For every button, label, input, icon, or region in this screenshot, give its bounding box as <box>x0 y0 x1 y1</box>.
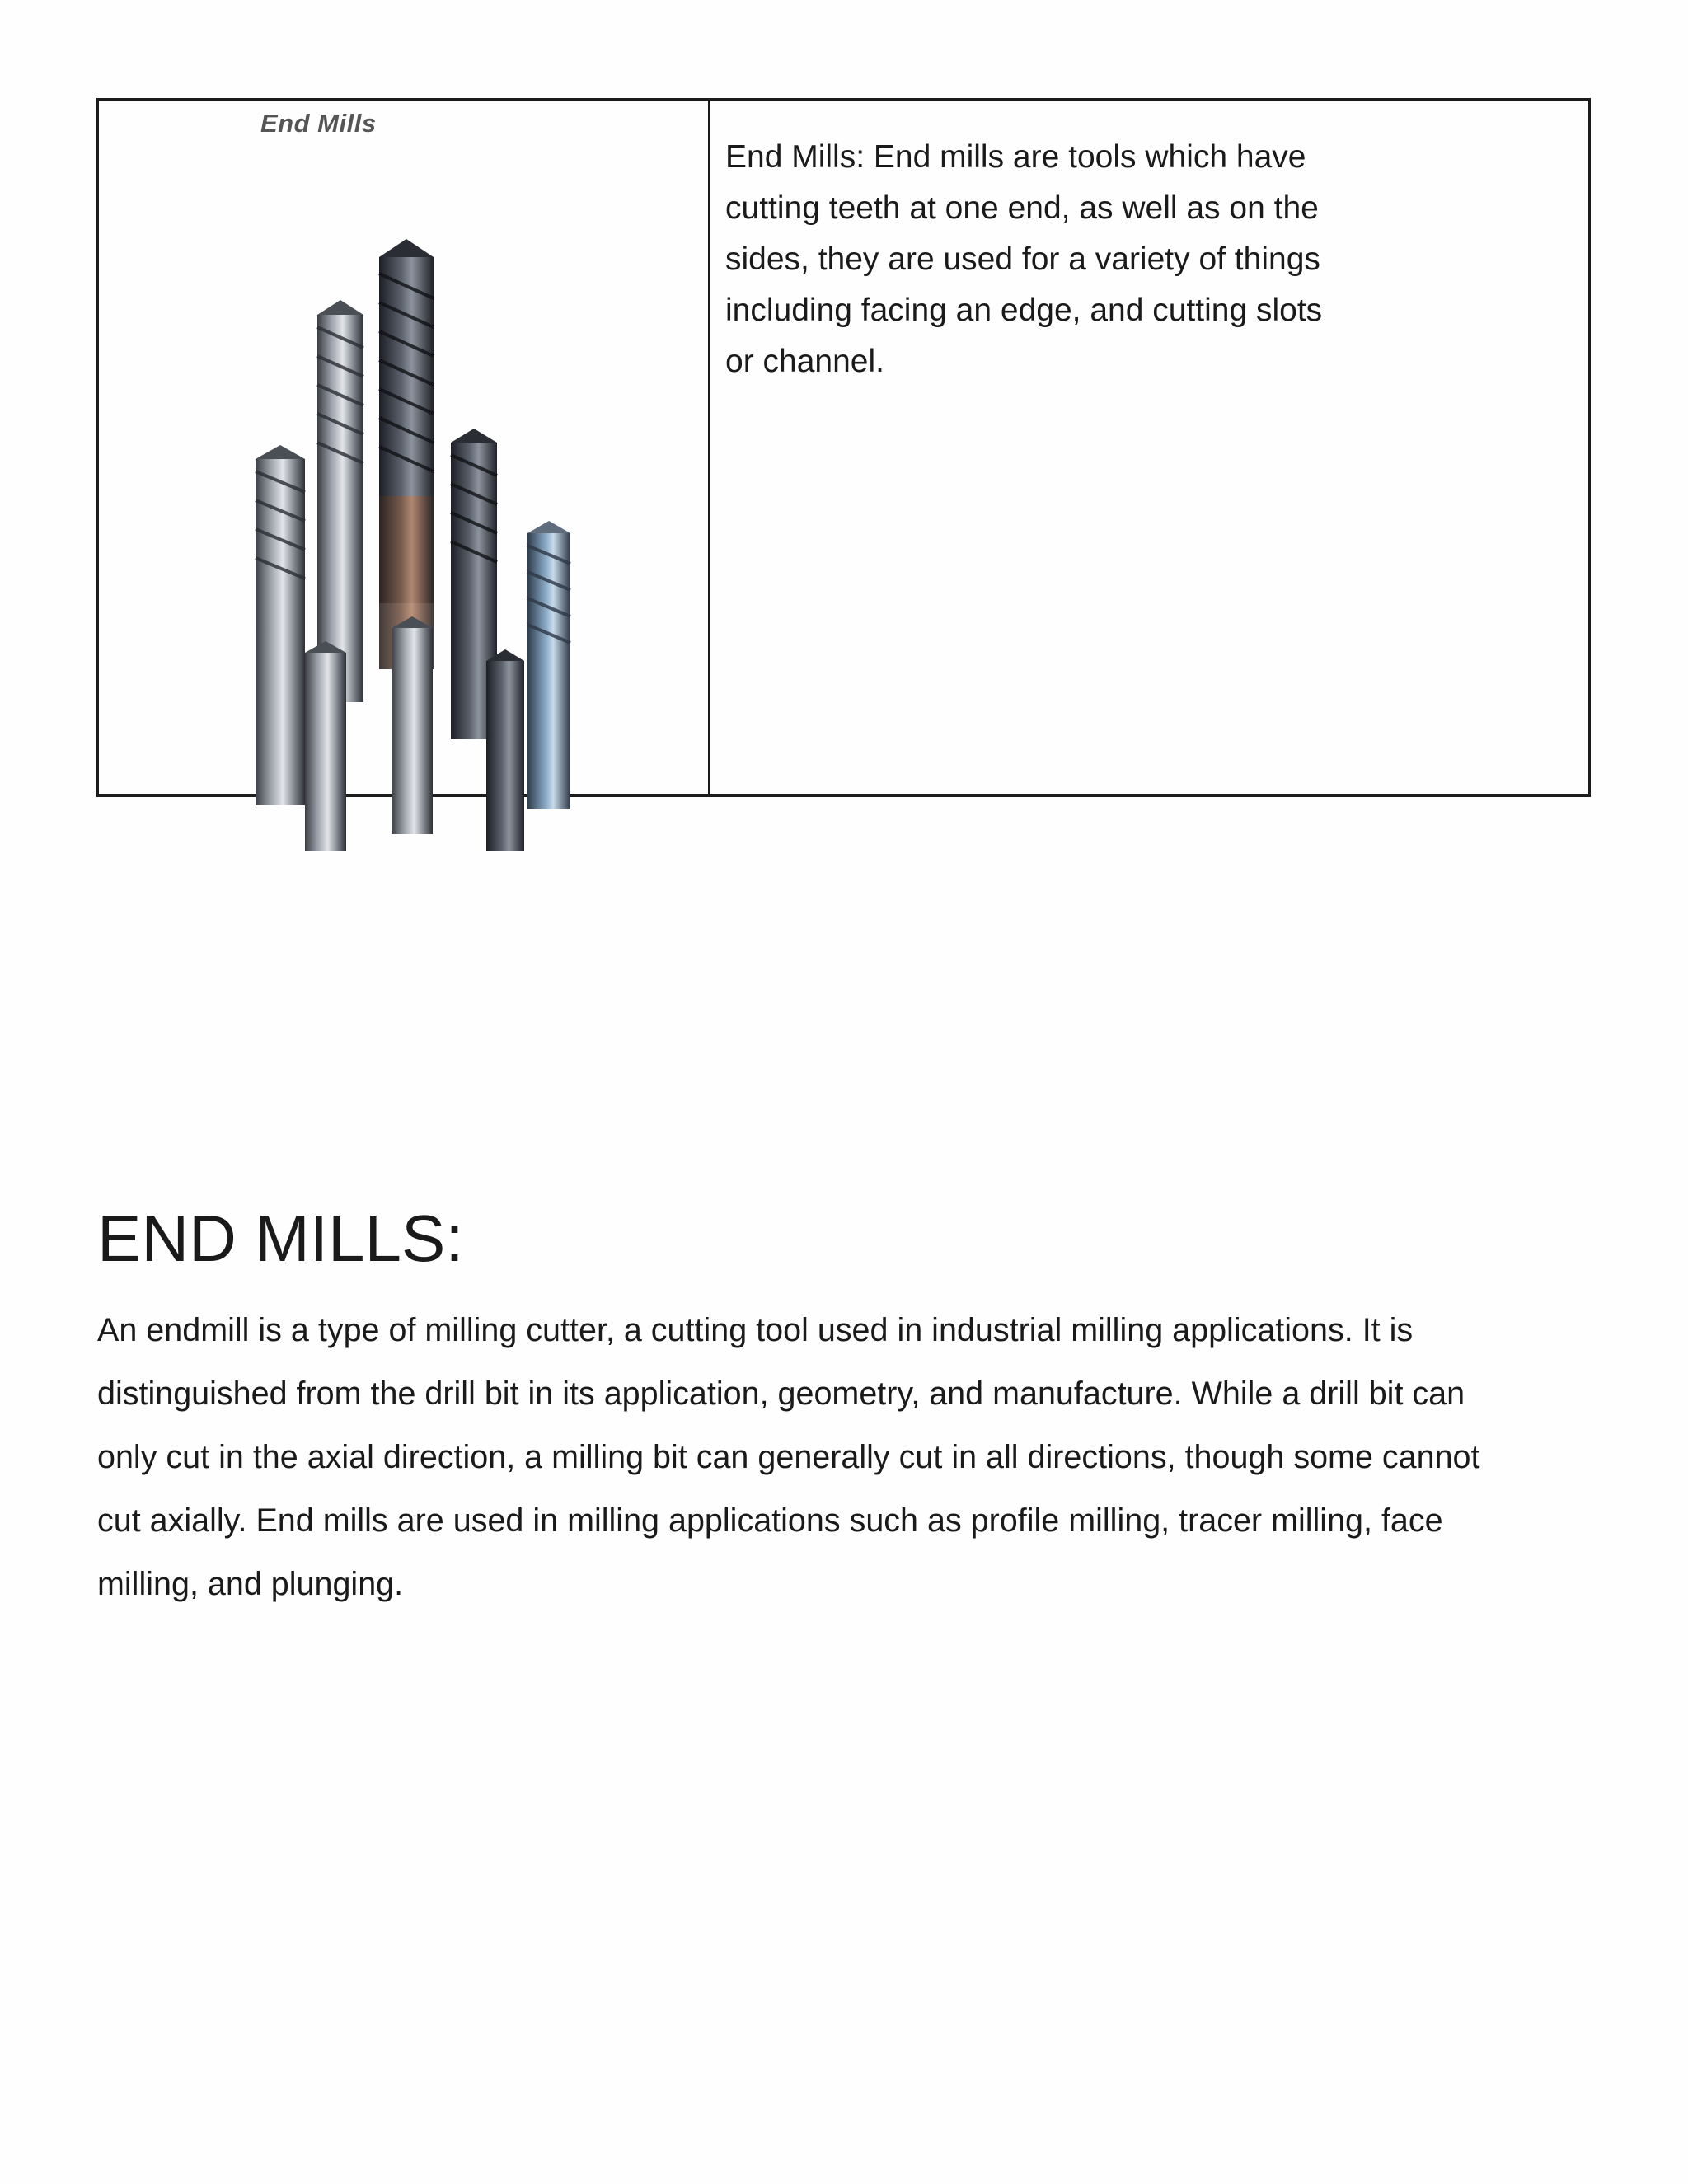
image-caption: End Mills <box>260 109 377 138</box>
image-cell <box>99 101 710 794</box>
end-mills-description: End Mills: End mills are tools which have cutting teeth at one end, as well as on the sides, they are used for a variety of things including facing an edge, and cutting slots or channel. <box>725 139 1323 379</box>
description-cell <box>710 101 1588 794</box>
section-heading: END MILLS: <box>97 1202 464 1275</box>
end-mills-table <box>96 98 1591 797</box>
section-body: An endmill is a type of milling cutter, a cutting tool used in industrial milling applications. It is distinguished from the drill bit in its application, geometry, and manufacture. While a drill bit can only cut in the axial direction, a milling bit can generally cut in all directions, though some cannot cut axially. End mills are used in milling applications such as profile milling, tracer milling, face milling, and plunging. <box>97 1312 1480 1602</box>
end-mills-photo-icon <box>223 224 610 859</box>
